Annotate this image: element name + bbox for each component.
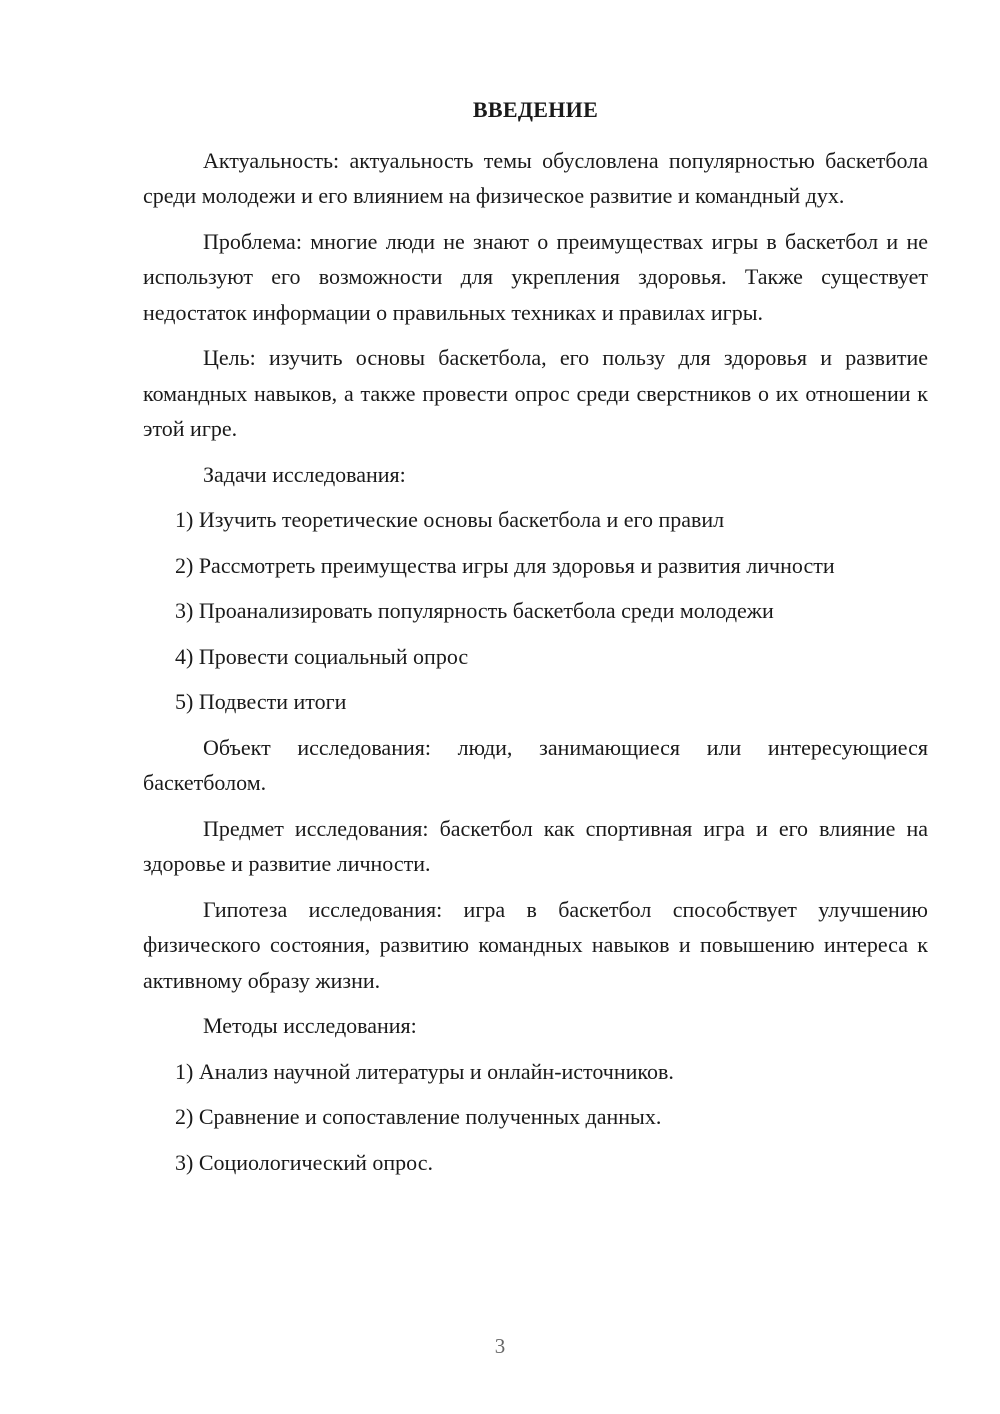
relevance-paragraph: Актуальность: актуальность темы обусловлена популярностью баскетбола среди молодежи и его влиянием на физическое развитие и командный дух. xyxy=(143,147,928,208)
problem-paragraph: Проблема: многие люди не знают о преимуществах игры в баскетбол и не используют его возможности для укрепления здоровья. Также существует недостаток информации о правильных техниках и правилах игры. xyxy=(143,228,928,325)
page-number: 3 xyxy=(494,1334,506,1358)
subject-paragraph: Предмет исследования: баскетбол как спортивная игра и его влияние на здоровье и развитие личности. xyxy=(143,815,928,876)
object-paragraph: Объект исследования: люди, занимающиеся или интересующиеся баскетболом. xyxy=(143,734,928,795)
tasks-list xyxy=(143,502,928,720)
methods-heading: Методы исследования: xyxy=(203,1013,417,1038)
list-item: 2) Рассмотреть преимущества игры для здоровья и развития личности xyxy=(175,552,835,578)
list-item: 3) Социологический опрос. xyxy=(175,1149,433,1175)
list-item: 3) Проанализировать популярность баскетбола среди молодежи xyxy=(175,598,774,623)
methods-list xyxy=(143,1054,928,1181)
list-item: 4) Провести социальный опрос xyxy=(175,643,469,669)
hypothesis-paragraph: Гипотеза исследования: игра в баскетбол способствует улучшению физического состояния, развитию командных навыков и повышению интереса к активному образу жизни. xyxy=(143,896,928,993)
list-item: 1) Изучить теоретические основы баскетбола и его правил xyxy=(175,507,725,532)
document-page xyxy=(143,92,928,1190)
tasks-heading: Задачи исследования: xyxy=(203,461,406,487)
page-title: ВВЕДЕНИЕ xyxy=(472,97,599,122)
list-item: 2) Сравнение и сопоставление полученных данных. xyxy=(175,1104,662,1129)
list-item: 5) Подвести итоги xyxy=(175,689,347,714)
list-item: 1) Анализ научной литературы и онлайн-источников. xyxy=(175,1058,674,1084)
goal-paragraph: Цель: изучить основы баскетбола, его пользу для здоровья и развитие командных навыков, а также провести опрос среди сверстников о их отношении к этой игре. xyxy=(143,345,928,441)
